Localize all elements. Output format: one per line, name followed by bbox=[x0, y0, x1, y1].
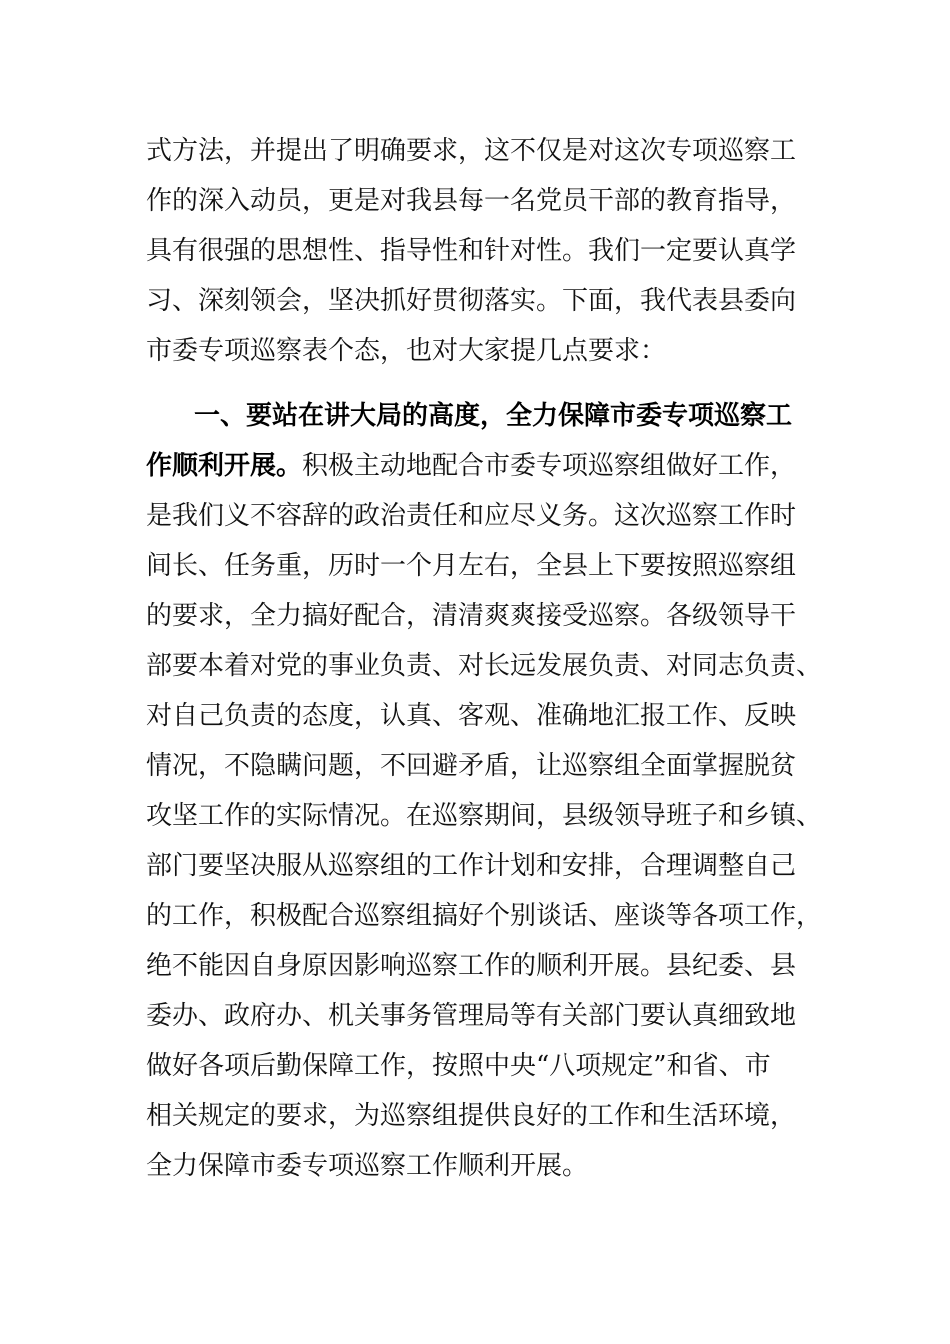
paragraph-line bbox=[146, 446, 796, 486]
paragraph-line: 作的深入动员，更是对我县每一名党员干部的教育指导， bbox=[146, 186, 797, 216]
paragraph-line: 全力保障市委专项巡察工作顺利开展。 bbox=[146, 1151, 589, 1181]
paragraph-line: 做好各项后勤保障工作，按照中央“八项规定”和省、市 bbox=[146, 1051, 771, 1081]
paragraph-line: 攻坚工作的实际情况。在巡察期间，县级领导班子和乡镇、 bbox=[146, 801, 823, 831]
paragraph-line: 的工作，积极配合巡察组搞好个别谈话、座谈等各项工作， bbox=[146, 901, 823, 931]
section-heading-end: 作顺利开展。 bbox=[146, 451, 303, 481]
paragraph-line: 情况，不隐瞒问题，不回避矛盾，让巡察组全面掌握脱贫 bbox=[146, 751, 797, 781]
paragraph-line: 部要本着对党的事业负责、对长远发展负责、对同志负责、 bbox=[146, 651, 823, 681]
paragraph-line: 对自己负责的态度，认真、客观、准确地汇报工作、反映 bbox=[146, 701, 797, 731]
paragraph-line: 的要求，全力搞好配合，清清爽爽接受巡察。各级领导干 bbox=[146, 601, 797, 631]
section-heading: 一、要站在讲大局的高度，全力保障市委专项巡察工 bbox=[194, 401, 793, 431]
paragraph-line: 部门要坚决服从巡察组的工作计划和安排，合理调整自己 bbox=[146, 851, 797, 881]
paragraph-line: 习、深刻领会，坚决抓好贯彻落实。下面，我代表县委向 bbox=[146, 286, 797, 316]
paragraph-text: 积极主动地配合市委专项巡察组做好工作， bbox=[302, 451, 797, 481]
paragraph-line: 间长、任务重，历时一个月左右，全县上下要按照巡察组 bbox=[146, 551, 797, 581]
paragraph-line: 绝不能因自身原因影响巡察工作的顺利开展。县纪委、县 bbox=[146, 951, 797, 981]
paragraph-line: 委办、政府办、机关事务管理局等有关部门要认真细致地 bbox=[146, 1001, 797, 1031]
paragraph-line: 相关规定的要求，为巡察组提供良好的工作和生活环境， bbox=[146, 1101, 797, 1131]
paragraph-line: 具有很强的思想性、指导性和针对性。我们一定要认真学 bbox=[146, 236, 797, 266]
paragraph-line: 市委专项巡察表个态，也对大家提几点要求： bbox=[146, 336, 667, 366]
paragraph-line: 是我们义不容辞的政治责任和应尽义务。这次巡察工作时 bbox=[146, 501, 797, 531]
paragraph-line: 式方法，并提出了明确要求，这不仅是对这次专项巡察工 bbox=[146, 136, 797, 166]
